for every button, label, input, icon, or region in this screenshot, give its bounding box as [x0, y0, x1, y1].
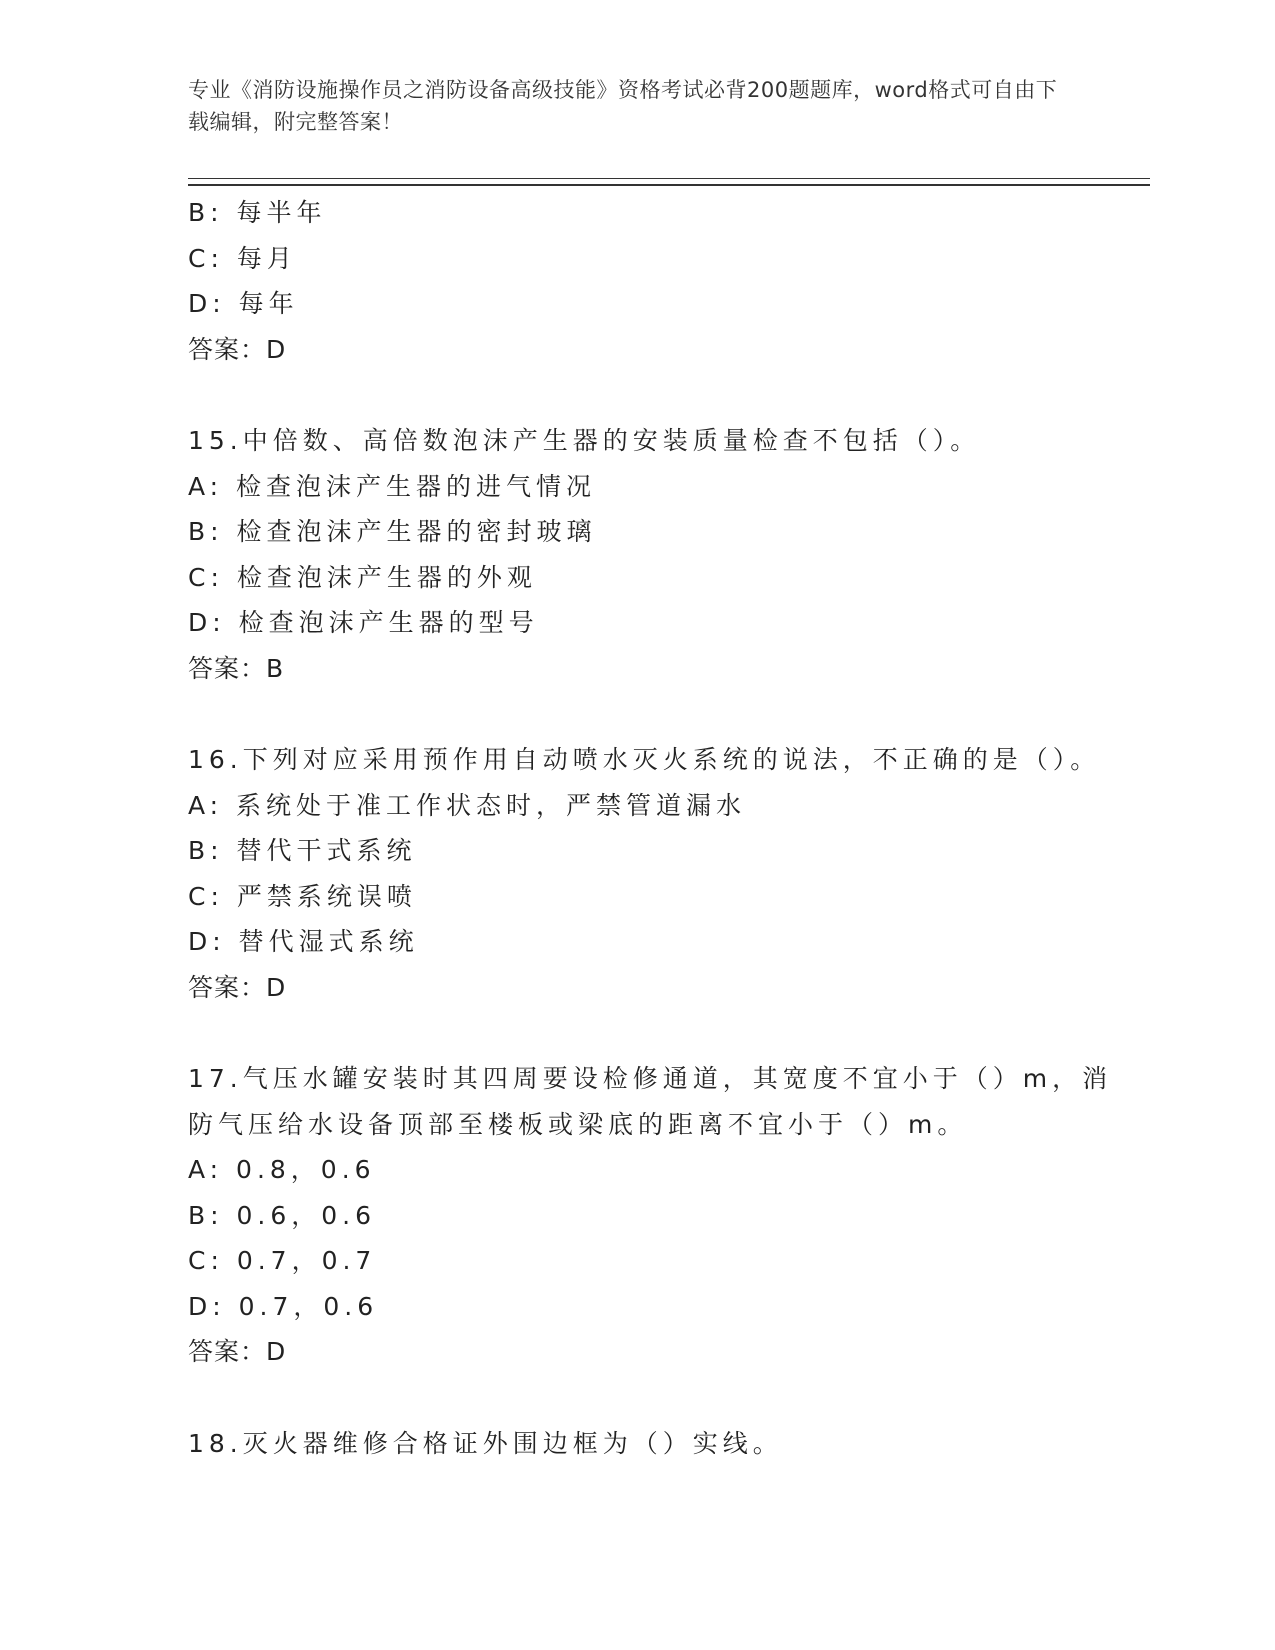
option-d: D: 检查泡沫产生器的型号 — [188, 608, 539, 637]
option-c: C: 检查泡沫产生器的外观 — [188, 562, 537, 592]
question-stem: 15.中倍数、高倍数泡沫产生器的安装质量检查不包括（）。 — [188, 426, 981, 455]
option-b: B: 0.6，0.6 — [188, 1200, 377, 1230]
header-divider-thick — [188, 184, 1150, 186]
question-14-continued — [188, 190, 1088, 372]
option-a: A: 0.8，0.6 — [188, 1155, 376, 1184]
option-d: D: 0.7，0.6 — [188, 1291, 379, 1321]
header-divider-thin — [188, 178, 1150, 179]
question-17 — [188, 1056, 1113, 1375]
spacer — [188, 1375, 1088, 1421]
question-18 — [188, 1421, 1088, 1467]
question-stem-line-1: 17.气压水罐安装时其四周要设检修通道，其宽度不宜小于（）m，消 — [188, 1064, 1113, 1093]
question-stem-line-2: 防气压给水设备顶部至楼板或梁底的距离不宜小于（）m。 — [188, 1109, 968, 1139]
question-stem: 18.灭火器维修合格证外围边框为（）实线。 — [188, 1428, 783, 1458]
option-d: D: 每年 — [188, 289, 299, 318]
question-stem: 16.下列对应采用预作用自动喷水灭火系统的说法，不正确的是（）。 — [188, 745, 1101, 774]
option-a: A: 系统处于准工作状态时，严禁管道漏水 — [188, 790, 747, 820]
option-c: C: 0.7，0.7 — [188, 1246, 377, 1275]
spacer — [188, 691, 1088, 737]
spacer — [188, 372, 1088, 418]
answer: 答案：D — [188, 1337, 287, 1366]
question-content — [188, 190, 1113, 1466]
question-16 — [188, 737, 1101, 1010]
option-a: A: 检查泡沫产生器的进气情况 — [188, 471, 597, 501]
question-15 — [188, 418, 1088, 691]
option-c: C: 每月 — [188, 243, 297, 273]
page-header: 专业《消防设施操作员之消防设备高级技能》资格考试必背200题题库，word格式可自由下载编辑，附完整答案！ — [188, 78, 1058, 134]
spacer — [188, 1010, 1088, 1056]
option-b: B: 每半年 — [188, 198, 327, 227]
option-b: B: 检查泡沫产生器的密封玻璃 — [188, 517, 597, 546]
option-c: C: 严禁系统误喷 — [188, 881, 417, 911]
option-b: B: 替代干式系统 — [188, 836, 417, 865]
answer: 答案：D — [188, 334, 287, 364]
option-d: D: 替代湿式系统 — [188, 927, 419, 956]
answer: 答案：B — [188, 653, 285, 683]
answer: 答案：D — [188, 972, 287, 1002]
